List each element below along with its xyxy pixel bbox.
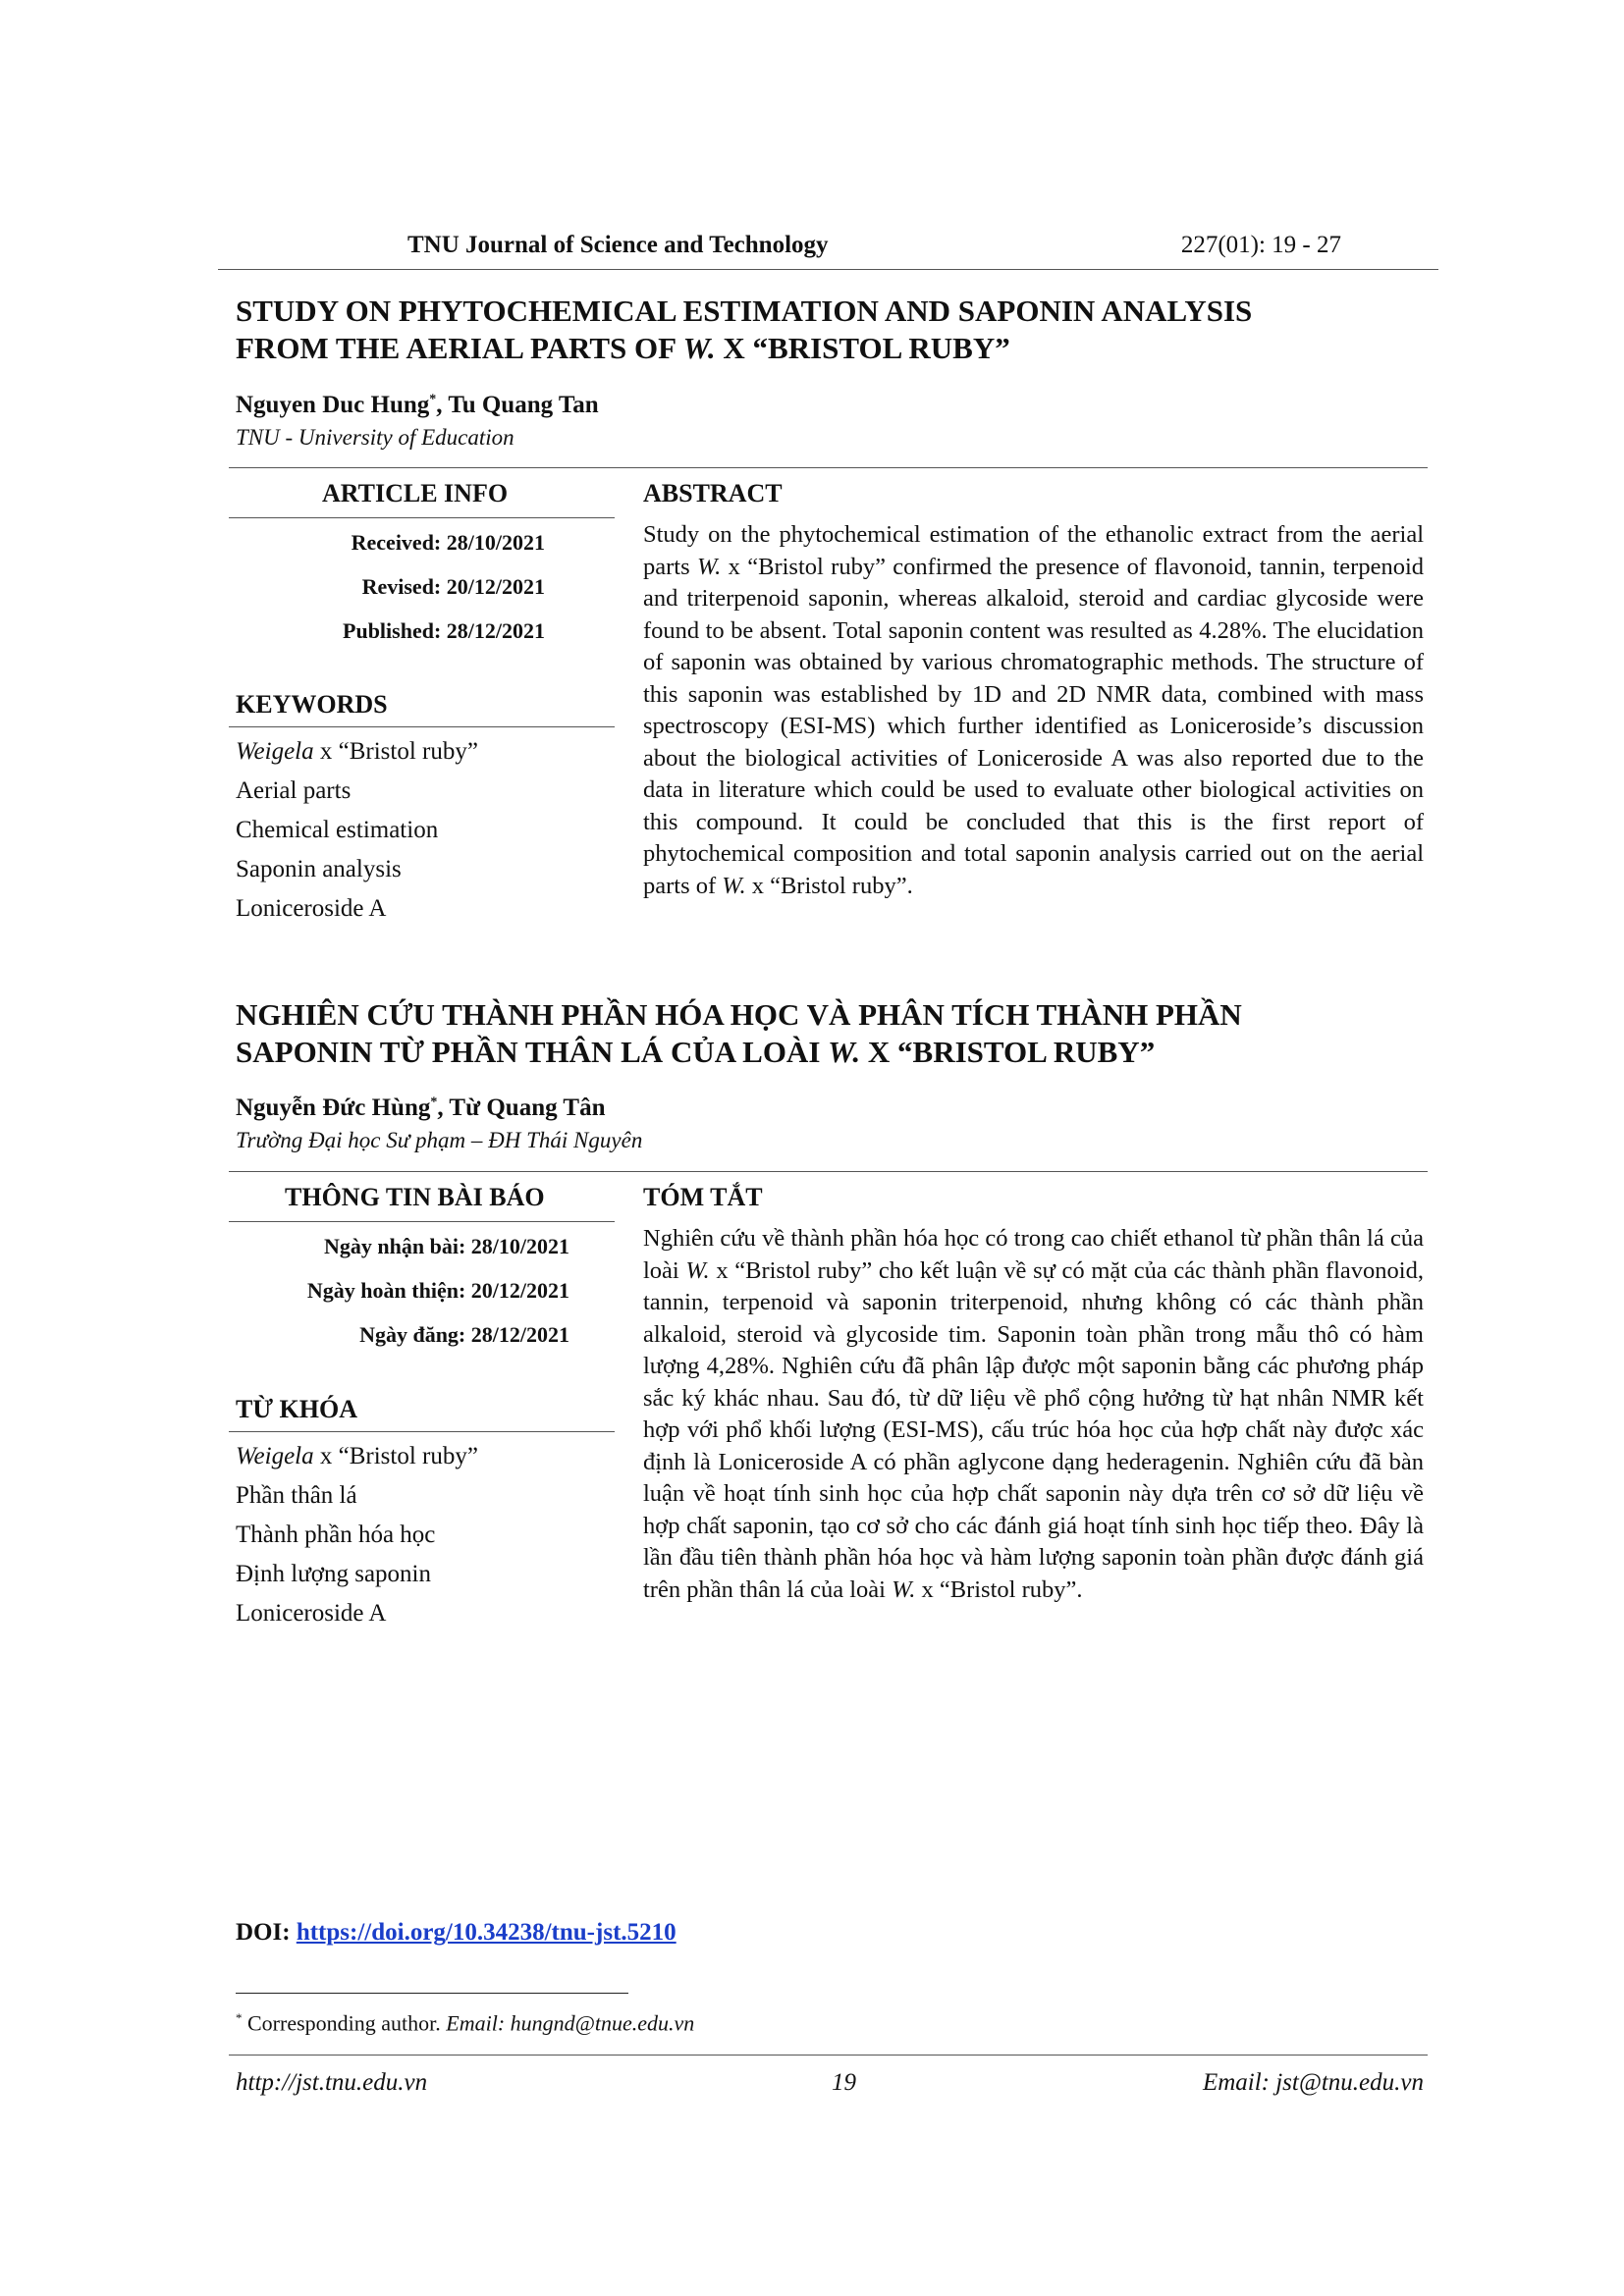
vietnamese-abstract-italic2: W.	[892, 1575, 916, 1603]
english-author-mark: *	[429, 392, 437, 407]
journal-name: TNU Journal of Science and Technology	[407, 232, 829, 258]
vietnamese-published: Ngày đăng: 28/12/2021	[359, 1322, 569, 1347]
keyword-item: Aerial parts	[236, 777, 352, 804]
english-authors	[236, 392, 599, 419]
vietnamese-keywords-heading: TỪ KHÓA	[236, 1395, 357, 1423]
english-abstract-part2: x “Bristol ruby” confirmed the presence of flavonoid, tannin, terpenoid and triterpenoid saponin, whereas alkaloid, steroid and cardiac glycoside were found to be absent. Total saponin content was resulted as 4.28%. The elucidation of saponin was obtained by various chromatographic methods. The structure of this saponin was established by 1D and 2D NMR data, combined with mass spectroscopy (ESI-MS) which further identified as Loniceroside’s discussion about the biological activities of Loniceroside A was also reported due to the data in literature which could be used to evaluate other biological activities on this compound. It could be concluded that this is the first report of phytochemical composition and total saponin analysis carried out on the aerial parts of	[643, 553, 1425, 899]
header-rule	[218, 269, 1438, 270]
keyword-item: Saponin analysis	[236, 856, 402, 882]
vietnamese-abstract-part2: x “Bristol ruby” cho kết luận về sự có mặt của các thành phần flavonoid, tannin, terpenoid và saponin triterpenoid, nhưng không có các thành phần alkaloid, steroid và glycoside tim. Saponin toàn phần trong mẫu thô có hàm lượng 4,28%. Nghiên cứu đã phân lập được một saponin bằng các phương pháp sắc ký khác nhau. Sau đó, từ dữ liệu về phổ cộng hưởng từ hạt nhân NMR kết hợp với phổ khối lượng (ESI-MS), cấu trúc hóa học của hợp chất này được xác định là Loniceroside A có phần aglycone dạng hederagenin. Nghiên cứu đã bàn luận về hoạt tính sinh học của hợp chất saponin này dựa trên cơ sở dữ liệu về hợp chất saponin, tạo cơ sở cho các đánh giá hoạt tính sinh học tiếp theo. Đây là lần đầu tiên thành phần hóa học và hàm lượng saponin toàn phần được đánh giá trên phần thân lá của loài	[643, 1256, 1424, 1603]
english-title-line2-pre: FROM THE AERIAL PARTS OF	[236, 331, 683, 365]
keyword-genus: Weigela	[236, 1443, 314, 1469]
english-keywords-heading: KEYWORDS	[236, 690, 388, 719]
english-keywords-list	[236, 732, 478, 929]
vietnamese-author-mark: *	[430, 1095, 438, 1110]
footer-page-number: 19	[832, 2069, 856, 2096]
keyword-item: Loniceroside A	[236, 895, 387, 922]
footer-rule	[229, 2055, 1428, 2056]
vietnamese-author2: , Từ Quang Tân	[437, 1095, 606, 1121]
english-section-rule	[229, 467, 1428, 468]
english-article-info-heading: ARTICLE INFO	[322, 479, 509, 507]
footer-email: Email: jst@tnu.edu.vn	[1202, 2069, 1424, 2096]
vietnamese-abstract-text	[643, 1223, 1424, 1606]
keyword-item: Loniceroside A	[236, 1600, 387, 1627]
keyword-item: Chemical estimation	[236, 817, 439, 843]
vietnamese-title-line1: NGHIÊN CỨU THÀNH PHẦN HÓA HỌC VÀ PHÂN TÍCH THÀNH PHẦN	[236, 997, 1242, 1032]
keyword-genus: Weigela	[236, 738, 314, 765]
footnote	[236, 2010, 694, 2036]
english-title-line2-italic: W.	[682, 331, 716, 365]
english-published: Published: 28/12/2021	[343, 618, 545, 643]
footer-website: http://jst.tnu.edu.vn	[236, 2069, 428, 2096]
english-title	[236, 293, 1414, 367]
vietnamese-affiliation: Trường Đại học Sư phạm – ĐH Thái Nguyên	[236, 1128, 643, 1152]
english-revised: Revised: 20/12/2021	[361, 574, 545, 599]
vietnamese-title-line2-pre: SAPONIN TỪ PHẦN THÂN LÁ CỦA LOÀI	[236, 1035, 829, 1069]
keyword-item: Định lượng saponin	[236, 1561, 431, 1587]
vietnamese-abstract-part3: x “Bristol ruby”.	[915, 1575, 1083, 1603]
vietnamese-keywords-rule	[229, 1431, 615, 1432]
vietnamese-authors	[236, 1095, 605, 1122]
english-abstract-part3: x “Bristol ruby”.	[745, 872, 913, 899]
keyword-item	[236, 1437, 478, 1476]
english-abstract-text	[643, 519, 1424, 902]
english-abstract-italic2: W.	[722, 872, 746, 899]
doi-line	[236, 1919, 677, 1947]
vietnamese-title-line2	[236, 1034, 1414, 1071]
english-abstract-italic1: W.	[696, 553, 722, 580]
footnote-rule	[236, 1993, 628, 1994]
vietnamese-revised: Ngày hoàn thiện: 20/12/2021	[306, 1278, 569, 1303]
english-author2: , Tu Quang Tan	[436, 392, 599, 418]
english-abstract-part1: Study on the phytochemical estimation of the ethanolic extract from the aerial parts	[643, 521, 1424, 580]
english-affiliation: TNU - University of Education	[236, 425, 514, 450]
vietnamese-received: Ngày nhận bài: 28/10/2021	[324, 1234, 569, 1258]
english-author1: Nguyen Duc Hung	[236, 392, 430, 418]
doi-link[interactable]: https://doi.org/10.34238/tnu-jst.5210	[296, 1919, 677, 1946]
english-title-line2	[236, 330, 1414, 367]
english-info-rule	[229, 517, 615, 518]
english-title-line2-post: X “BRISTOL RUBY”	[715, 331, 1010, 365]
keyword-item: Phần thân lá	[236, 1482, 357, 1509]
vietnamese-title-line2-italic: W.	[828, 1035, 861, 1069]
vietnamese-abstract-heading: TÓM TẮT	[643, 1183, 763, 1211]
english-keywords-rule	[229, 726, 615, 727]
vietnamese-section-rule	[229, 1171, 1428, 1172]
vietnamese-title-line2-post: X “BRISTOL RUBY”	[860, 1035, 1156, 1069]
english-received: Received: 28/10/2021	[351, 530, 545, 555]
keyword-item	[236, 732, 478, 772]
vietnamese-info-rule	[229, 1221, 615, 1222]
footnote-email: Email: hungnd@tnue.edu.vn	[446, 2010, 695, 2036]
vietnamese-title	[236, 996, 1414, 1071]
footnote-text: Corresponding author.	[242, 2010, 447, 2036]
vietnamese-keywords-list	[236, 1437, 478, 1633]
footnote-mark: *	[236, 2010, 243, 2025]
english-abstract-heading: ABSTRACT	[643, 479, 783, 507]
vietnamese-author1: Nguyễn Đức Hùng	[236, 1095, 431, 1121]
journal-volume: 227(01): 19 - 27	[1180, 232, 1341, 258]
vietnamese-abstract-part1: Nghiên cứu về thành phần hóa học có trong cao chiết ethanol từ phần thân lá của loài	[643, 1225, 1424, 1284]
keyword-item: Thành phần hóa học	[236, 1522, 436, 1548]
doi-label: DOI:	[236, 1919, 297, 1946]
vietnamese-article-info-heading: THÔNG TIN BÀI BÁO	[285, 1183, 545, 1211]
english-title-line1: STUDY ON PHYTOCHEMICAL ESTIMATION AND SAPONIN ANALYSIS	[236, 294, 1253, 328]
keyword-cultivar: x “Bristol ruby”	[313, 738, 478, 765]
keyword-cultivar: x “Bristol ruby”	[313, 1443, 478, 1469]
vietnamese-abstract-italic1: W.	[685, 1256, 710, 1284]
